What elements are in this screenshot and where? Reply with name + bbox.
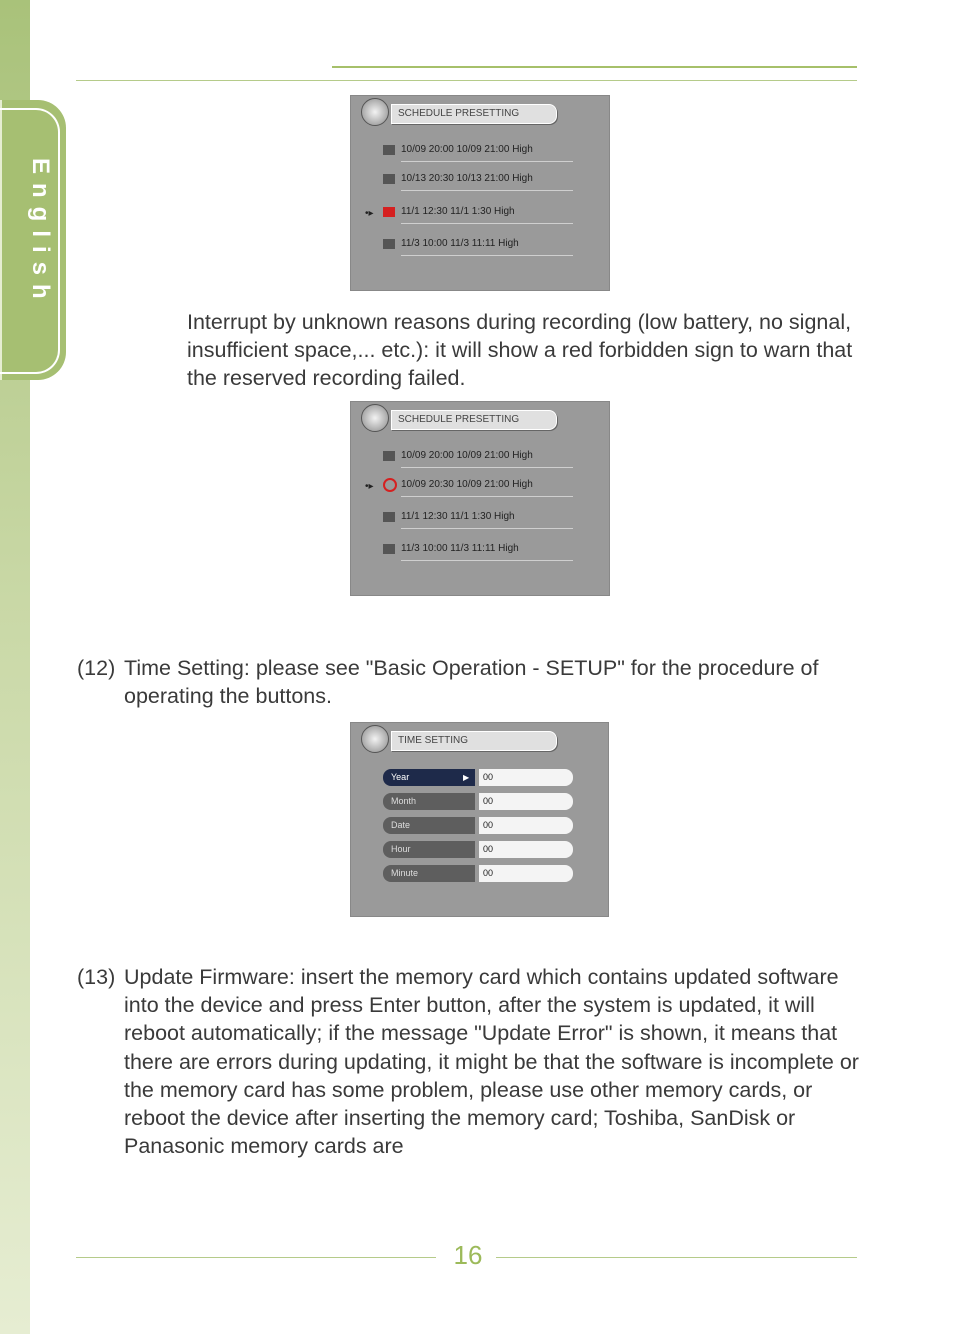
schedule-row: 10/09 20:30 10/09 21:00 High [379, 475, 573, 499]
forbidden-icon [383, 478, 397, 492]
schedule-row: 11/3 10:00 11/3 11:11 High [379, 234, 573, 258]
schedule-row: 11/1 12:30 11/1 1:30 High [379, 507, 573, 531]
header-rule [332, 66, 857, 68]
record-icon [383, 145, 395, 155]
settings-logo-icon [361, 98, 389, 126]
item-13-text: Update Firmware: insert the memory card which contains updated software into the device and press Enter button, after the system is updated, it will reboot automatically; if the message "Update Error" is shown, it means that there are errors during updating, it might be that the software is incomplete or the memory card has some problem, please use other memory cards, or reboot the device after inserting the memory card; Toshiba, SanDisk or Panasonic memory cards are [124, 965, 859, 1159]
item-12-number: (12) [77, 656, 116, 680]
page-number: 16 [453, 1240, 483, 1270]
screen-title: SCHEDULE PRESETTING [391, 104, 557, 124]
time-setting-screenshot [350, 722, 609, 917]
language-label: English [27, 158, 54, 308]
record-icon [383, 174, 395, 184]
schedule-screenshot-2 [350, 401, 610, 596]
play-arrow-icon: ▶ [463, 773, 470, 782]
schedule-row: 10/13 20:30 10/13 21:00 High [379, 169, 573, 193]
record-icon [383, 451, 395, 461]
screen-title: SCHEDULE PRESETTING [391, 410, 557, 430]
field-hour: Hour 00 [383, 841, 573, 859]
settings-logo-icon [361, 404, 389, 432]
record-icon [383, 512, 395, 522]
interrupt-paragraph: Interrupt by unknown reasons during recording (low battery, no signal, insufficient space,... etc.): it will show a red forbidden sign to warn that the reserved recording failed. [187, 310, 853, 391]
schedule-row: 11/3 10:00 11/3 11:11 High [379, 539, 573, 563]
schedule-row: 10/09 20:00 10/09 21:00 High [379, 446, 573, 470]
selection-arrow-icon: •▸ [365, 208, 374, 219]
header-rule-thin [76, 80, 857, 81]
field-date: Date 00 [383, 817, 573, 835]
settings-logo-icon [361, 725, 389, 753]
selection-arrow-icon: •▸ [365, 481, 374, 492]
item-13-number: (13) [77, 965, 116, 989]
schedule-screenshot-1 [350, 95, 610, 291]
schedule-row: 11/1 12:30 11/1 1:30 High [379, 202, 573, 226]
record-icon [383, 239, 395, 249]
screen-title: TIME SETTING [391, 731, 557, 751]
schedule-row: 10/09 20:00 10/09 21:00 High [379, 140, 573, 164]
field-minute: Minute 00 [383, 865, 573, 883]
record-icon [383, 544, 395, 554]
item-12-text: Time Setting: please see "Basic Operation - SETUP" for the procedure of operating the buttons. [124, 656, 819, 709]
field-year: Year ▶ 00 [383, 769, 573, 787]
footer-rule-left [76, 1257, 436, 1258]
footer-rule-right [496, 1257, 857, 1258]
field-month: Month 00 [383, 793, 573, 811]
record-active-icon [383, 207, 395, 217]
